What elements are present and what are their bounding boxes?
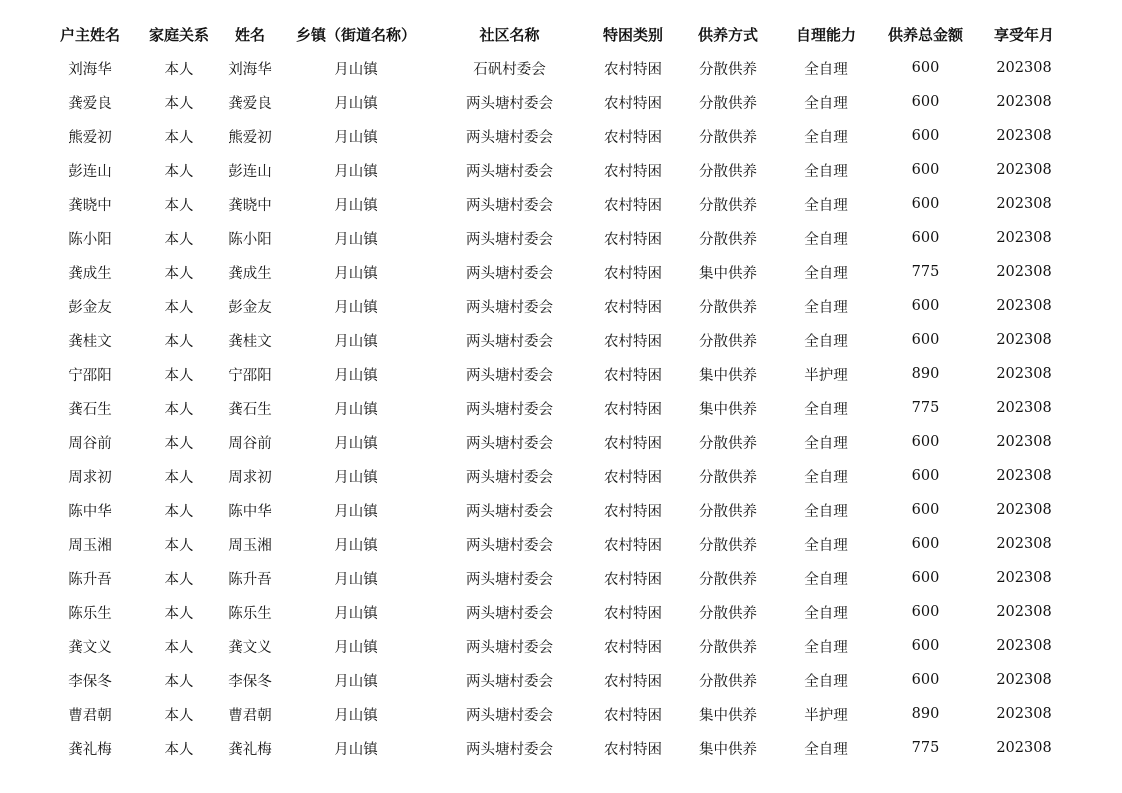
cell-community: 石矾村委会 xyxy=(473,61,546,78)
cell-support-mode: 分散供养 xyxy=(699,673,757,690)
cell-township: 月山镇 xyxy=(334,503,378,520)
table-row xyxy=(46,595,1076,629)
cell-head-name: 刘海华 xyxy=(68,61,112,78)
table-row xyxy=(46,697,1076,731)
cell-community: 两头塘村委会 xyxy=(466,741,553,758)
cell-start-month: 202308 xyxy=(996,468,1052,484)
cell-community: 两头塘村委会 xyxy=(466,571,553,588)
cell-member-name: 彭连山 xyxy=(228,163,272,180)
cell-start-month: 202308 xyxy=(996,196,1052,212)
cell-head-name: 陈小阳 xyxy=(68,231,112,248)
table-row xyxy=(46,629,1076,663)
cell-head-name: 周求初 xyxy=(68,469,112,486)
cell-member-name: 龚成生 xyxy=(228,265,272,282)
cell-start-month: 202308 xyxy=(996,230,1052,246)
table-row xyxy=(46,391,1076,425)
cell-category: 农村特困 xyxy=(604,61,662,78)
cell-head-name: 李保冬 xyxy=(68,673,112,690)
column-header-township: 乡镇（街道名称） xyxy=(295,25,416,44)
cell-relationship: 本人 xyxy=(164,503,194,520)
cell-category: 农村特困 xyxy=(604,95,662,112)
cell-community: 两头塘村委会 xyxy=(466,129,553,146)
cell-township: 月山镇 xyxy=(334,707,378,724)
cell-member-name: 刘海华 xyxy=(228,61,272,78)
cell-self-care: 全自理 xyxy=(804,231,848,248)
cell-relationship: 本人 xyxy=(164,231,194,248)
cell-relationship: 本人 xyxy=(164,367,194,384)
cell-member-name: 周玉湘 xyxy=(228,537,272,554)
cell-start-month: 202308 xyxy=(996,128,1052,144)
cell-self-care: 全自理 xyxy=(804,571,848,588)
cell-relationship: 本人 xyxy=(164,265,194,282)
cell-support-mode: 分散供养 xyxy=(699,129,757,146)
cell-township: 月山镇 xyxy=(334,61,378,78)
cell-start-month: 202308 xyxy=(996,740,1052,756)
cell-township: 月山镇 xyxy=(334,571,378,588)
cell-member-name: 陈中华 xyxy=(228,503,272,520)
cell-self-care: 全自理 xyxy=(804,503,848,520)
column-header-support-mode: 供养方式 xyxy=(697,25,758,44)
cell-support-mode: 集中供养 xyxy=(699,401,757,418)
cell-category: 农村特困 xyxy=(604,571,662,588)
beneficiary-table xyxy=(46,17,1076,765)
cell-relationship: 本人 xyxy=(164,333,194,350)
column-header-community: 社区名称 xyxy=(479,25,540,44)
cell-support-amount: 600 xyxy=(911,60,940,76)
cell-head-name: 彭金友 xyxy=(68,299,112,316)
cell-head-name: 龚石生 xyxy=(68,401,112,418)
cell-category: 农村特困 xyxy=(604,605,662,622)
cell-relationship: 本人 xyxy=(164,605,194,622)
cell-relationship: 本人 xyxy=(164,571,194,588)
cell-member-name: 陈升吾 xyxy=(228,571,272,588)
cell-head-name: 陈乐生 xyxy=(68,605,112,622)
cell-relationship: 本人 xyxy=(164,163,194,180)
cell-head-name: 陈升吾 xyxy=(68,571,112,588)
cell-start-month: 202308 xyxy=(996,638,1052,654)
cell-self-care: 全自理 xyxy=(804,605,848,622)
cell-support-mode: 分散供养 xyxy=(699,95,757,112)
table-row xyxy=(46,459,1076,493)
cell-start-month: 202308 xyxy=(996,536,1052,552)
table-row xyxy=(46,561,1076,595)
table-row xyxy=(46,663,1076,697)
table-row xyxy=(46,731,1076,765)
cell-community: 两头塘村委会 xyxy=(466,537,553,554)
cell-category: 农村特困 xyxy=(604,129,662,146)
cell-relationship: 本人 xyxy=(164,435,194,452)
cell-category: 农村特困 xyxy=(604,299,662,316)
cell-member-name: 陈乐生 xyxy=(228,605,272,622)
cell-self-care: 全自理 xyxy=(804,639,848,656)
cell-self-care: 全自理 xyxy=(804,435,848,452)
cell-community: 两头塘村委会 xyxy=(466,673,553,690)
column-header-start-month: 享受年月 xyxy=(993,25,1054,44)
cell-relationship: 本人 xyxy=(164,469,194,486)
cell-township: 月山镇 xyxy=(334,401,378,418)
table-row xyxy=(46,51,1076,85)
cell-support-mode: 集中供养 xyxy=(699,707,757,724)
cell-support-amount: 600 xyxy=(911,536,940,552)
cell-community: 两头塘村委会 xyxy=(466,299,553,316)
column-header-relationship: 家庭关系 xyxy=(148,25,209,44)
cell-head-name: 龚爱良 xyxy=(68,95,112,112)
cell-head-name: 曹君朝 xyxy=(68,707,112,724)
cell-support-amount: 600 xyxy=(911,128,940,144)
cell-self-care: 全自理 xyxy=(804,401,848,418)
cell-relationship: 本人 xyxy=(164,61,194,78)
cell-category: 农村特困 xyxy=(604,265,662,282)
cell-category: 农村特困 xyxy=(604,435,662,452)
cell-support-mode: 分散供养 xyxy=(699,299,757,316)
cell-support-amount: 600 xyxy=(911,672,940,688)
cell-category: 农村特困 xyxy=(604,367,662,384)
table-header-row xyxy=(46,17,1076,51)
cell-head-name: 龚成生 xyxy=(68,265,112,282)
cell-head-name: 彭连山 xyxy=(68,163,112,180)
cell-community: 两头塘村委会 xyxy=(466,639,553,656)
cell-support-mode: 集中供养 xyxy=(699,741,757,758)
cell-start-month: 202308 xyxy=(996,434,1052,450)
cell-start-month: 202308 xyxy=(996,604,1052,620)
cell-support-mode: 分散供养 xyxy=(699,435,757,452)
cell-community: 两头塘村委会 xyxy=(466,163,553,180)
cell-self-care: 全自理 xyxy=(804,741,848,758)
cell-category: 农村特困 xyxy=(604,197,662,214)
cell-member-name: 周谷前 xyxy=(228,435,272,452)
cell-member-name: 陈小阳 xyxy=(228,231,272,248)
cell-community: 两头塘村委会 xyxy=(466,231,553,248)
cell-community: 两头塘村委会 xyxy=(466,265,553,282)
cell-self-care: 全自理 xyxy=(804,299,848,316)
cell-head-name: 龚文义 xyxy=(68,639,112,656)
cell-support-amount: 600 xyxy=(911,196,940,212)
cell-head-name: 周玉湘 xyxy=(68,537,112,554)
cell-township: 月山镇 xyxy=(334,435,378,452)
cell-support-amount: 600 xyxy=(911,468,940,484)
cell-support-amount: 600 xyxy=(911,502,940,518)
cell-self-care: 半护理 xyxy=(804,707,848,724)
cell-member-name: 彭金友 xyxy=(228,299,272,316)
cell-member-name: 龚文义 xyxy=(228,639,272,656)
cell-self-care: 全自理 xyxy=(804,469,848,486)
cell-support-mode: 集中供养 xyxy=(699,265,757,282)
cell-category: 农村特困 xyxy=(604,231,662,248)
cell-relationship: 本人 xyxy=(164,639,194,656)
cell-member-name: 宁邵阳 xyxy=(228,367,272,384)
cell-category: 农村特困 xyxy=(604,741,662,758)
cell-start-month: 202308 xyxy=(996,94,1052,110)
cell-support-amount: 600 xyxy=(911,570,940,586)
cell-support-amount: 775 xyxy=(911,400,940,416)
cell-member-name: 龚晓中 xyxy=(228,197,272,214)
cell-member-name: 龚爱良 xyxy=(228,95,272,112)
cell-start-month: 202308 xyxy=(996,502,1052,518)
cell-relationship: 本人 xyxy=(164,197,194,214)
cell-head-name: 龚礼梅 xyxy=(68,741,112,758)
cell-member-name: 龚桂文 xyxy=(228,333,272,350)
cell-relationship: 本人 xyxy=(164,129,194,146)
cell-township: 月山镇 xyxy=(334,299,378,316)
cell-head-name: 宁邵阳 xyxy=(68,367,112,384)
cell-relationship: 本人 xyxy=(164,741,194,758)
cell-self-care: 全自理 xyxy=(804,537,848,554)
table-row xyxy=(46,153,1076,187)
cell-township: 月山镇 xyxy=(334,605,378,622)
table-body xyxy=(46,51,1076,765)
cell-township: 月山镇 xyxy=(334,333,378,350)
cell-township: 月山镇 xyxy=(334,163,378,180)
table-row xyxy=(46,357,1076,391)
cell-support-amount: 890 xyxy=(911,366,940,382)
cell-relationship: 本人 xyxy=(164,95,194,112)
cell-community: 两头塘村委会 xyxy=(466,95,553,112)
cell-self-care: 全自理 xyxy=(804,673,848,690)
cell-head-name: 龚晓中 xyxy=(68,197,112,214)
cell-start-month: 202308 xyxy=(996,60,1052,76)
cell-township: 月山镇 xyxy=(334,367,378,384)
table-row xyxy=(46,255,1076,289)
cell-self-care: 全自理 xyxy=(804,197,848,214)
cell-start-month: 202308 xyxy=(996,400,1052,416)
cell-category: 农村特困 xyxy=(604,401,662,418)
cell-category: 农村特困 xyxy=(604,639,662,656)
cell-member-name: 熊爱初 xyxy=(228,129,272,146)
cell-support-mode: 分散供养 xyxy=(699,469,757,486)
column-header-category: 特困类别 xyxy=(602,25,663,44)
table-row xyxy=(46,527,1076,561)
cell-category: 农村特困 xyxy=(604,163,662,180)
cell-relationship: 本人 xyxy=(164,673,194,690)
cell-self-care: 全自理 xyxy=(804,265,848,282)
cell-township: 月山镇 xyxy=(334,197,378,214)
cell-support-amount: 600 xyxy=(911,230,940,246)
column-header-member-name: 姓名 xyxy=(234,25,265,44)
cell-self-care: 全自理 xyxy=(804,129,848,146)
cell-support-mode: 分散供养 xyxy=(699,61,757,78)
cell-start-month: 202308 xyxy=(996,570,1052,586)
column-header-self-care: 自理能力 xyxy=(795,25,856,44)
cell-category: 农村特困 xyxy=(604,537,662,554)
cell-support-amount: 775 xyxy=(911,740,940,756)
cell-township: 月山镇 xyxy=(334,537,378,554)
cell-member-name: 周求初 xyxy=(228,469,272,486)
table-row xyxy=(46,289,1076,323)
cell-support-amount: 775 xyxy=(911,264,940,280)
cell-start-month: 202308 xyxy=(996,162,1052,178)
cell-support-mode: 分散供养 xyxy=(699,503,757,520)
cell-support-mode: 分散供养 xyxy=(699,537,757,554)
cell-head-name: 陈中华 xyxy=(68,503,112,520)
cell-support-mode: 分散供养 xyxy=(699,605,757,622)
cell-township: 月山镇 xyxy=(334,129,378,146)
table-row xyxy=(46,425,1076,459)
cell-township: 月山镇 xyxy=(334,231,378,248)
cell-relationship: 本人 xyxy=(164,707,194,724)
cell-category: 农村特困 xyxy=(604,503,662,520)
cell-support-mode: 分散供养 xyxy=(699,639,757,656)
table-row xyxy=(46,85,1076,119)
cell-township: 月山镇 xyxy=(334,469,378,486)
cell-community: 两头塘村委会 xyxy=(466,197,553,214)
cell-category: 农村特困 xyxy=(604,333,662,350)
cell-community: 两头塘村委会 xyxy=(466,435,553,452)
cell-community: 两头塘村委会 xyxy=(466,333,553,350)
cell-support-mode: 分散供养 xyxy=(699,163,757,180)
cell-support-mode: 分散供养 xyxy=(699,197,757,214)
cell-start-month: 202308 xyxy=(996,264,1052,280)
cell-start-month: 202308 xyxy=(996,298,1052,314)
cell-member-name: 龚石生 xyxy=(228,401,272,418)
cell-category: 农村特困 xyxy=(604,469,662,486)
cell-relationship: 本人 xyxy=(164,401,194,418)
cell-self-care: 半护理 xyxy=(804,367,848,384)
table-row xyxy=(46,323,1076,357)
table-row xyxy=(46,187,1076,221)
cell-support-mode: 分散供养 xyxy=(699,571,757,588)
cell-community: 两头塘村委会 xyxy=(466,401,553,418)
column-header-support-amount: 供养总金额 xyxy=(887,25,963,44)
cell-support-amount: 600 xyxy=(911,162,940,178)
cell-head-name: 周谷前 xyxy=(68,435,112,452)
cell-township: 月山镇 xyxy=(334,741,378,758)
table-row xyxy=(46,221,1076,255)
cell-community: 两头塘村委会 xyxy=(466,707,553,724)
cell-member-name: 龚礼梅 xyxy=(228,741,272,758)
cell-start-month: 202308 xyxy=(996,672,1052,688)
cell-support-mode: 集中供养 xyxy=(699,367,757,384)
cell-support-mode: 分散供养 xyxy=(699,333,757,350)
cell-support-amount: 600 xyxy=(911,638,940,654)
cell-community: 两头塘村委会 xyxy=(466,605,553,622)
cell-head-name: 龚桂文 xyxy=(68,333,112,350)
cell-member-name: 李保冬 xyxy=(228,673,272,690)
cell-relationship: 本人 xyxy=(164,299,194,316)
cell-member-name: 曹君朝 xyxy=(228,707,272,724)
cell-start-month: 202308 xyxy=(996,332,1052,348)
cell-community: 两头塘村委会 xyxy=(466,367,553,384)
cell-support-amount: 890 xyxy=(911,706,940,722)
cell-support-amount: 600 xyxy=(911,604,940,620)
cell-self-care: 全自理 xyxy=(804,95,848,112)
cell-category: 农村特困 xyxy=(604,673,662,690)
cell-start-month: 202308 xyxy=(996,366,1052,382)
cell-support-mode: 分散供养 xyxy=(699,231,757,248)
cell-self-care: 全自理 xyxy=(804,61,848,78)
cell-support-amount: 600 xyxy=(911,332,940,348)
cell-category: 农村特困 xyxy=(604,707,662,724)
cell-community: 两头塘村委会 xyxy=(466,503,553,520)
cell-self-care: 全自理 xyxy=(804,333,848,350)
cell-start-month: 202308 xyxy=(996,706,1052,722)
table-row xyxy=(46,119,1076,153)
cell-township: 月山镇 xyxy=(334,265,378,282)
table-row xyxy=(46,493,1076,527)
cell-head-name: 熊爱初 xyxy=(68,129,112,146)
cell-relationship: 本人 xyxy=(164,537,194,554)
cell-township: 月山镇 xyxy=(334,639,378,656)
cell-self-care: 全自理 xyxy=(804,163,848,180)
cell-township: 月山镇 xyxy=(334,95,378,112)
column-header-head-name: 户主姓名 xyxy=(59,25,120,44)
cell-support-amount: 600 xyxy=(911,434,940,450)
cell-community: 两头塘村委会 xyxy=(466,469,553,486)
cell-support-amount: 600 xyxy=(911,298,940,314)
cell-support-amount: 600 xyxy=(911,94,940,110)
cell-township: 月山镇 xyxy=(334,673,378,690)
